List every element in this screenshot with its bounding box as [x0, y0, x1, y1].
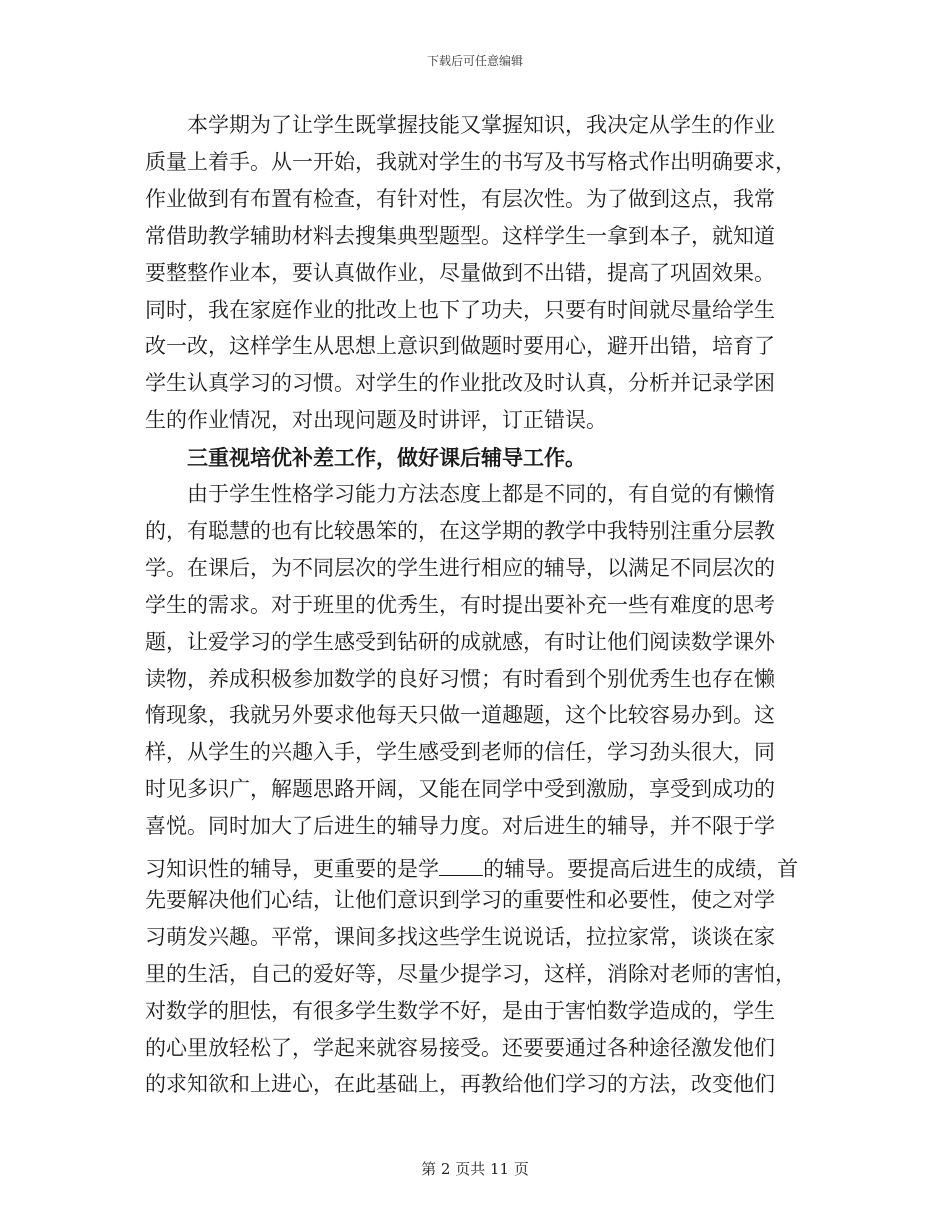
fill-blank — [439, 853, 483, 876]
paragraph-line: 学。在课后，为不同层次的学生进行相应的辅导，以满足不同层次的 — [145, 555, 775, 580]
paragraph-line: 读物，养成积极参加数学的良好习惯；有时看到个别优秀生也存在懒 — [145, 666, 775, 691]
paragraph-line: 改一改，这样学生从思想上意识到做题时要用心，避开出错，培育了 — [145, 334, 775, 359]
page-header: 下载后可任意编辑 — [426, 54, 523, 68]
paragraph-line: 作业做到有布置有检查，有针对性，有层次性。为了做到这点，我常 — [145, 186, 775, 211]
paragraph-line: 学生认真学习的习惯。对学生的作业批改及时认真，分析并记录学困 — [145, 371, 775, 396]
paragraph-line: 的求知欲和上进心，在此基础上，再教给他们学习的方法，改变他们 — [145, 1072, 775, 1097]
paragraph-line: 同时，我在家庭作业的批改上也下了功夫，只要有时间就尽量给学生 — [145, 297, 775, 322]
paragraph-line: 习知识性的辅导，更重要的是学 的辅导。要提高后进生的成绩，首 — [145, 853, 798, 880]
paragraph-line: 题，让爱学习的学生感受到钻研的成就感，有时让他们阅读数学课外 — [145, 629, 775, 654]
page-footer: 第 2 页共 11 页 — [421, 1160, 529, 1178]
paragraph-line: 本学期为了让学生既掌握技能又掌握知识，我决定从学生的作业 — [187, 113, 775, 137]
paragraph-line: 样，从学生的兴趣入手，学生感受到老师的信任，学习劲头很大，同 — [145, 740, 775, 765]
paragraph-line: 常借助教学辅助材料去搜集典型题型。这样学生一拿到本子，就知道 — [145, 223, 775, 248]
section-heading: 三重视培优补差工作，做好课后辅导工作。 — [187, 445, 586, 471]
paragraph-line: 的，有聪慧的也有比较愚笨的，在这学期的教学中我特别注重分层教 — [145, 518, 775, 543]
paragraph-line: 先要解决他们心结，让他们意识到学习的重要性和必要性，使之对学 — [145, 887, 775, 912]
paragraph-line: 质量上着手。从一开始，我就对学生的书写及书写格式作出明确要求， — [145, 149, 796, 174]
paragraph-line: 的心里放轻松了，学起来就容易接受。还要要通过各种途径激发他们 — [145, 1035, 775, 1060]
paragraph-line: 时见多识广，解题思路开阔，又能在同学中受到激励，享受到成功的 — [145, 777, 775, 802]
paragraph-line: 由于学生性格学习能力方法态度上都是不同的，有自觉的有懒惰 — [187, 482, 775, 506]
paragraph-line: 对数学的胆怯，有很多学生数学不好，是由于害怕数学造成的，学生 — [145, 998, 775, 1023]
paragraph-line: 生的作业情况，对出现问题及时讲评，订正错误。 — [145, 408, 607, 433]
paragraph-line: 惰现象，我就另外要求他每天只做一道趣题，这个比较容易办到。这 — [145, 703, 775, 728]
paragraph-line: 喜悦。同时加大了后进生的辅导力度。对后进生的辅导，并不限于学 — [145, 814, 775, 839]
paragraph-line: 习萌发兴趣。平常，课间多找这些学生说说话，拉拉家常，谈谈在家 — [145, 924, 775, 949]
paragraph-line: 要整整作业本，要认真做作业，尽量做到不出错，提高了巩固效果。 — [145, 260, 775, 285]
paragraph-line: 学生的需求。对于班里的优秀生，有时提出要补充一些有难度的思考 — [145, 592, 775, 617]
paragraph-line: 里的生活，自己的爱好等，尽量少提学习，这样，消除对老师的害怕， — [145, 961, 796, 986]
